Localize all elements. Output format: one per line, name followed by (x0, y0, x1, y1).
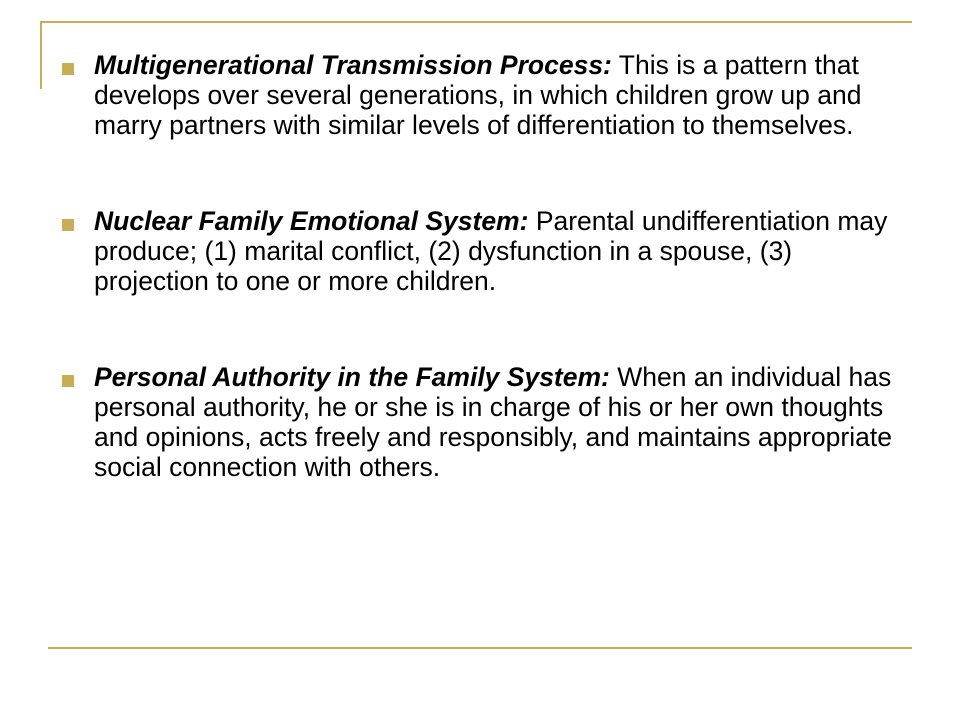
bullet-term: Nuclear Family Emotional System: (94, 206, 529, 236)
top-border-line (40, 21, 912, 23)
bullet-text: This is a pattern that develops over several generations, in which children grow up and marry partners with similar levels of differentiation to themselves. (94, 50, 862, 140)
bullet-term: Multigenerational Transmission Process: (94, 50, 612, 80)
bullet-term: Personal Authority in the Family System: (94, 362, 610, 392)
bullet-item-nuclear-family (62, 206, 912, 296)
slide-content (62, 50, 912, 482)
square-bullet-icon (62, 375, 74, 387)
left-border-line (40, 21, 42, 89)
bottom-border-line (48, 647, 912, 649)
bullet-text: Parental undifferentiation may produce; (1) marital conflict, (2) dysfunction in a spouse, (3) projection to one or more children. (94, 206, 888, 296)
bullet-item-multigenerational (62, 50, 912, 140)
square-bullet-icon (62, 219, 74, 231)
square-bullet-icon (62, 63, 74, 75)
bullet-item-personal-authority (62, 362, 912, 482)
bullet-text: When an individual has personal authority, he or she is in charge of his or her own thoughts and opinions, acts freely and responsibly, and maintains appropriate social connection with others. (94, 362, 892, 482)
